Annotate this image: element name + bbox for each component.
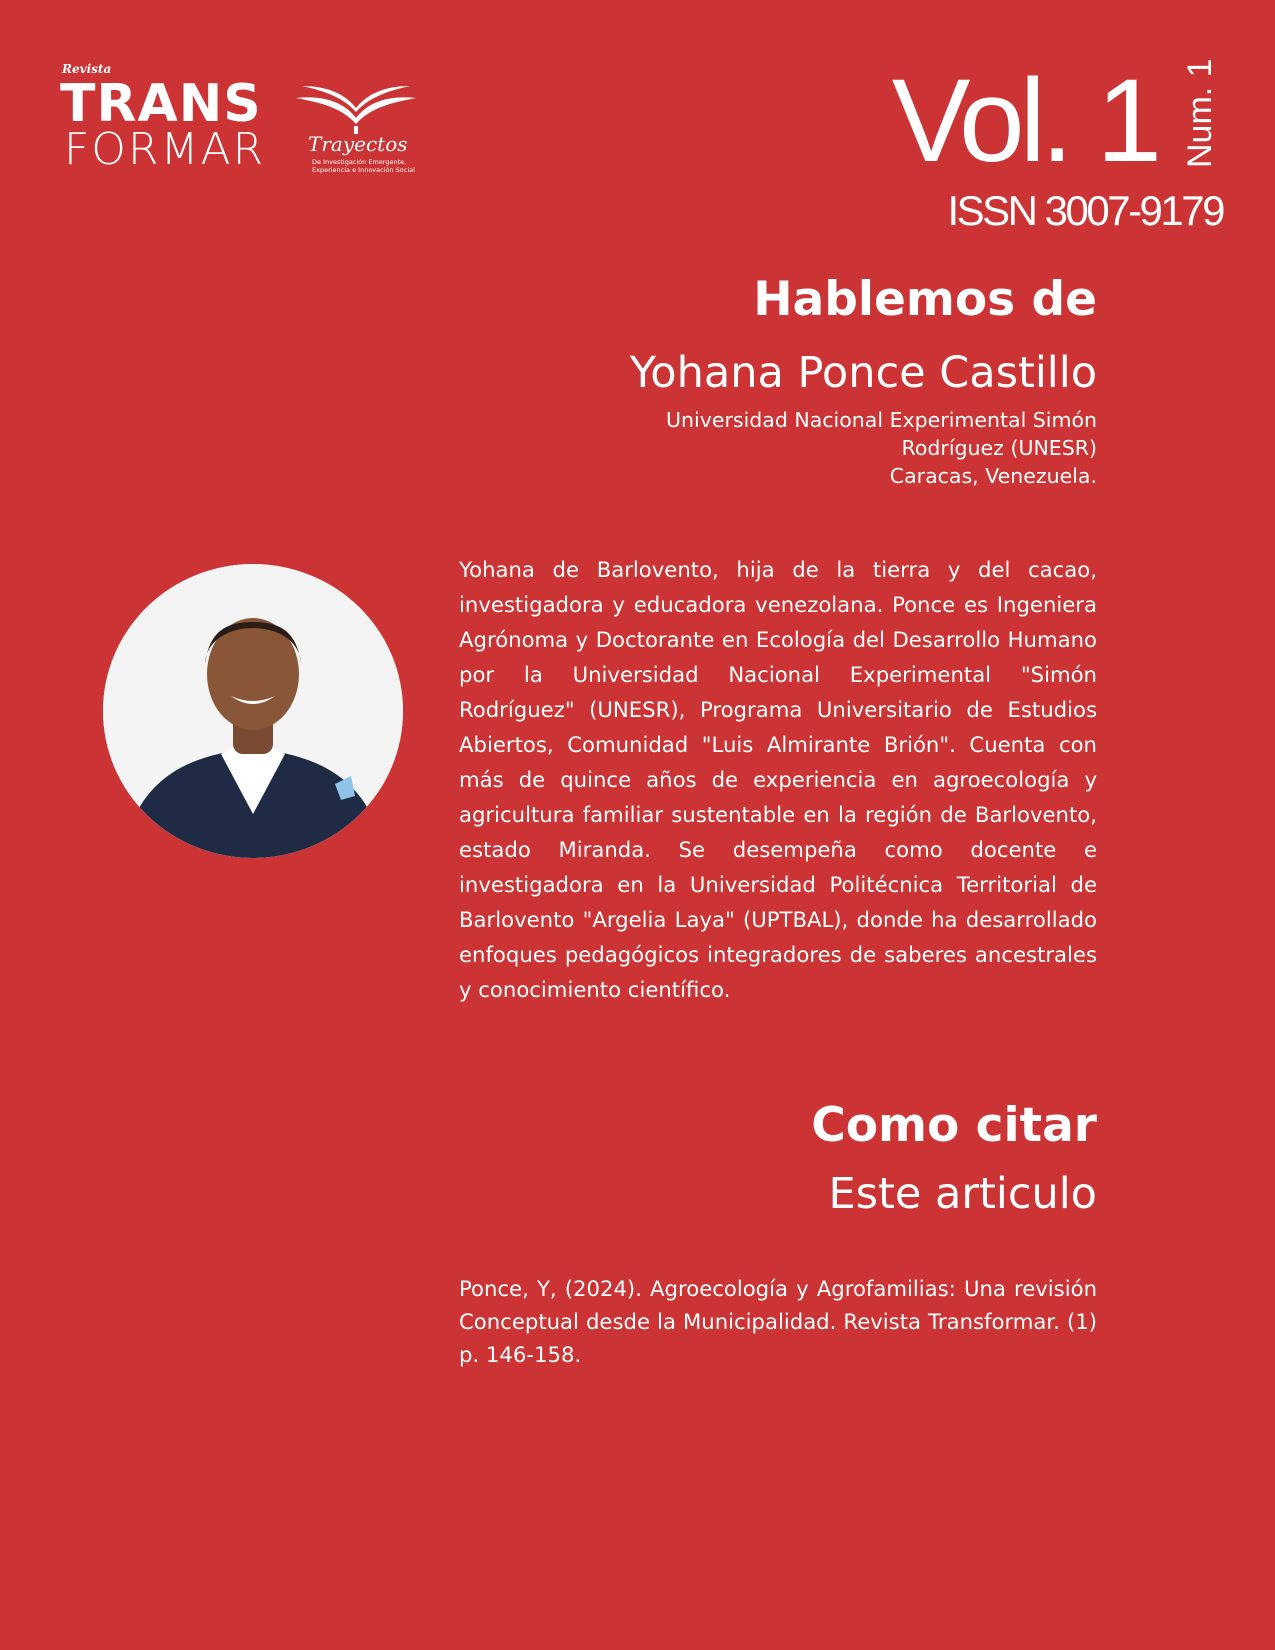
author-photo	[103, 564, 403, 858]
book-wings-icon	[296, 78, 416, 136]
affiliation-line: Universidad Nacional Experimental Simón	[666, 408, 1097, 432]
author-name: Yohana Ponce Castillo	[629, 348, 1097, 398]
logo-formar: FORMAR	[64, 124, 266, 175]
logo-trayectos: Trayectos	[308, 132, 408, 156]
author-affiliation	[537, 406, 1097, 490]
section-subheading-este-articulo: Este articulo	[828, 1169, 1097, 1219]
issn-label: ISSN 3007-9179	[947, 187, 1223, 234]
journal-logo	[60, 58, 420, 188]
citation-text: Ponce, Y, (2024). Agroecología y Agrofamilias: Una revisión Conceptual desde la Municipalidad. Revista Transformar. (1) p. 146-158.	[459, 1276, 1097, 1367]
affiliation-line: Rodríguez (UNESR)	[901, 436, 1097, 460]
section-heading-como-citar: Como citar	[811, 1098, 1097, 1153]
logo-trans: TRANS	[60, 74, 262, 134]
logo-revista: Revista	[62, 62, 112, 76]
affiliation-line: Caracas, Venezuela.	[889, 464, 1097, 488]
logo-tagline: De Investigación Emergente, Experiencia e Innovación Social	[312, 158, 415, 174]
number-label: Num. 1	[1181, 58, 1219, 168]
volume-label: Vol. 1	[891, 55, 1157, 187]
author-bio: Yohana de Barlovento, hija de la tierra y del cacao, investigadora y educadora venezolana. Ponce es Ingeniera Agrónoma y Doctorante en Ecología del Desarrollo Humano por la Universidad Nacional Experimental "Simón Rodríguez" (UNESR), Programa Universitario de Estudios Abiertos, Comunidad "Luis Almirante Brión". Cuenta con más de quince años de experiencia en agroecología y agricultura familiar sustentable en la región de Barlovento, estado Miranda. Se desempeña como docente e investigadora en la Universidad Politécnica Territorial de Barlovento "Argelia Laya" (UPTBAL), donde ha desarrollado enfoques pedagógicos integradores de saberes ancestrales y conocimiento científico.	[459, 557, 1097, 1002]
author-portrait-icon	[103, 564, 403, 858]
section-heading-hablemos: Hablemos de	[753, 272, 1097, 327]
